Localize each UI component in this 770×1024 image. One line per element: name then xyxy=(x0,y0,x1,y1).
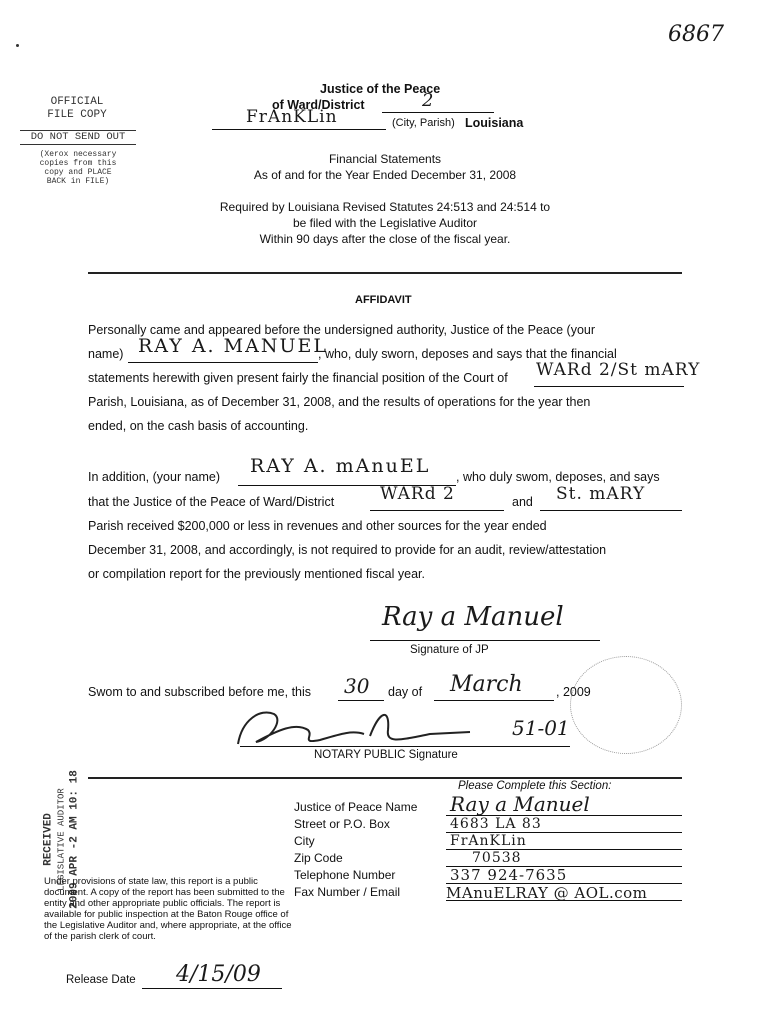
header-requirement-1: Required by Louisiana Revised Statutes 24:513 and 24:514 to xyxy=(219,200,551,214)
court-handwritten: WARd 2/St mARY xyxy=(536,360,701,380)
signature-line xyxy=(370,640,600,641)
affidavit-line-5: ended, on the cash basis of accounting. xyxy=(88,419,309,433)
city-value: FrAnKLin xyxy=(246,107,338,127)
header-title: Justice of the Peace xyxy=(320,82,441,96)
value-street: 4683 LA 83 xyxy=(450,816,542,832)
header-city-label: (City, Parish) xyxy=(392,117,455,129)
contact-heading: Please Complete this Section: xyxy=(458,780,612,792)
xerox-line: BACK in FILE) xyxy=(46,177,110,186)
header-state: Louisiana xyxy=(465,116,524,130)
signature-label: Signature of JP xyxy=(410,644,489,656)
stamp-official: OFFICIAL xyxy=(50,96,104,108)
label-zip: Zip Code xyxy=(294,851,343,865)
affidavit-p2-line-3: Parish received $200,000 or less in revenues and other sources for the year ended xyxy=(88,519,547,533)
stamp-do-not-send: DO NOT SEND OUT xyxy=(20,130,136,145)
received-line-2: LEGISLATIVE AUDITOR xyxy=(56,788,67,891)
sworn-day: 30 xyxy=(344,674,370,698)
affidavit-line-1: Personally came and appeared before the undersigned authority, Justice of the Peace (your xyxy=(88,323,596,337)
release-date-line xyxy=(142,988,282,989)
label-fax-email: Fax Number / Email xyxy=(294,885,401,899)
affidavit-p2-line-5: or compilation report for the previously mentioned fiscal year. xyxy=(88,567,425,581)
received-line-3: 2009 APR -2 AM 10: 18 xyxy=(68,770,81,909)
header-subtitle-1: Financial Statements xyxy=(328,152,442,166)
value-fax-email: MAnuELRAY @ AOL.com xyxy=(446,884,648,902)
value-zip: 70538 xyxy=(472,850,522,866)
affidavit-p2-line-1-rest: , who duly swom, deposes, and says xyxy=(456,470,660,484)
jp-name-2-handwritten: RAY A. mAnuEL xyxy=(250,455,431,477)
affidavit-heading: AFFIDAVIT xyxy=(355,294,412,306)
label-telephone: Telephone Number xyxy=(294,868,396,882)
ward-value: 2 xyxy=(422,90,434,111)
parish-line xyxy=(540,510,682,511)
release-date-label: Release Date xyxy=(66,974,136,986)
affidavit-p2-line-4: December 31, 2008, and accordingly, is not required to provide for an audit, review/attestation xyxy=(88,543,607,557)
ward-line xyxy=(382,112,494,113)
notary-signature-scribble xyxy=(230,700,510,752)
xerox-line: copies from this xyxy=(39,159,117,168)
section-divider xyxy=(88,777,682,779)
notary-label: NOTARY PUBLIC Signature xyxy=(314,749,458,761)
sworn-month: March xyxy=(450,672,523,697)
stamp-file-copy: FILE COPY xyxy=(47,109,107,121)
received-line-1: RECEIVED xyxy=(42,813,55,866)
affidavit-p2-line-2: that the Justice of the Peace of Ward/District xyxy=(88,495,335,509)
affidavit-p2-label: In addition, (your name) xyxy=(88,470,221,484)
footer-notice: Under provisions of state law, this report is a public document. A copy of the report has been submitted to the entity and other appropriate public officials. The report is available for public inspection at the Baton Rouge office of the Legislative Auditor and, where appropriate, at the office of the parish clerk of court. xyxy=(44,876,292,942)
parish-handwritten: St. mARY xyxy=(556,484,646,504)
affidavit-line-4: Parish, Louisiana, as of December 31, 2008, and the results of operations for the year then xyxy=(88,395,591,409)
ward-handwritten: WARd 2 xyxy=(380,484,455,504)
label-city: City xyxy=(294,834,315,848)
value-jp-name: Ray a Manuel xyxy=(450,792,590,816)
city-line xyxy=(212,129,386,130)
notary-line xyxy=(240,746,570,747)
xerox-line: copy and PLACE xyxy=(44,168,112,177)
notary-number: 51-01 xyxy=(512,716,570,740)
release-date-value: 4/15/09 xyxy=(176,962,261,987)
xerox-line: (Xerox necessary xyxy=(39,150,117,159)
value-telephone: 337 924-7635 xyxy=(450,866,568,884)
header-divider xyxy=(88,272,682,274)
ward2-line xyxy=(370,510,504,511)
header-requirement-2: be filed with the Legislative Auditor xyxy=(292,216,478,230)
affidavit-line-2-rest: , who, duly sworn, deposes and says that the financial xyxy=(318,347,617,361)
label-street: Street or P.O. Box xyxy=(294,817,390,831)
sworn-text: Swom to and subscribed before me, this xyxy=(88,685,312,699)
header-ward-label: of Ward/District xyxy=(272,98,365,112)
header-subtitle-2: As of and for the Year Ended December 31, 2008 xyxy=(253,168,517,182)
jp-signature: Ray a Manuel xyxy=(382,602,564,632)
stamp-xerox-note xyxy=(22,150,134,186)
court-line xyxy=(534,386,684,387)
label-jp-name: Justice of Peace Name xyxy=(294,800,418,814)
value-city: FrAnKLin xyxy=(450,833,527,849)
name-line xyxy=(128,362,318,363)
affidavit-line-3: statements herewith given present fairly the financial position of the Court of xyxy=(88,371,508,385)
header-requirement-3: Within 90 days after the close of the fiscal year. xyxy=(259,232,511,246)
affidavit-and: and xyxy=(512,495,533,509)
affidavit-name-label: name) xyxy=(88,347,124,361)
sworn-year: , 2009 xyxy=(556,685,591,699)
document-number: 6867 xyxy=(668,22,724,47)
speck xyxy=(16,44,19,47)
file-copy-stamp xyxy=(22,96,132,122)
sworn-day-of: day of xyxy=(388,685,423,699)
jp-name-handwritten: RAY A. MANUEL xyxy=(138,335,328,357)
notary-seal xyxy=(570,656,682,754)
